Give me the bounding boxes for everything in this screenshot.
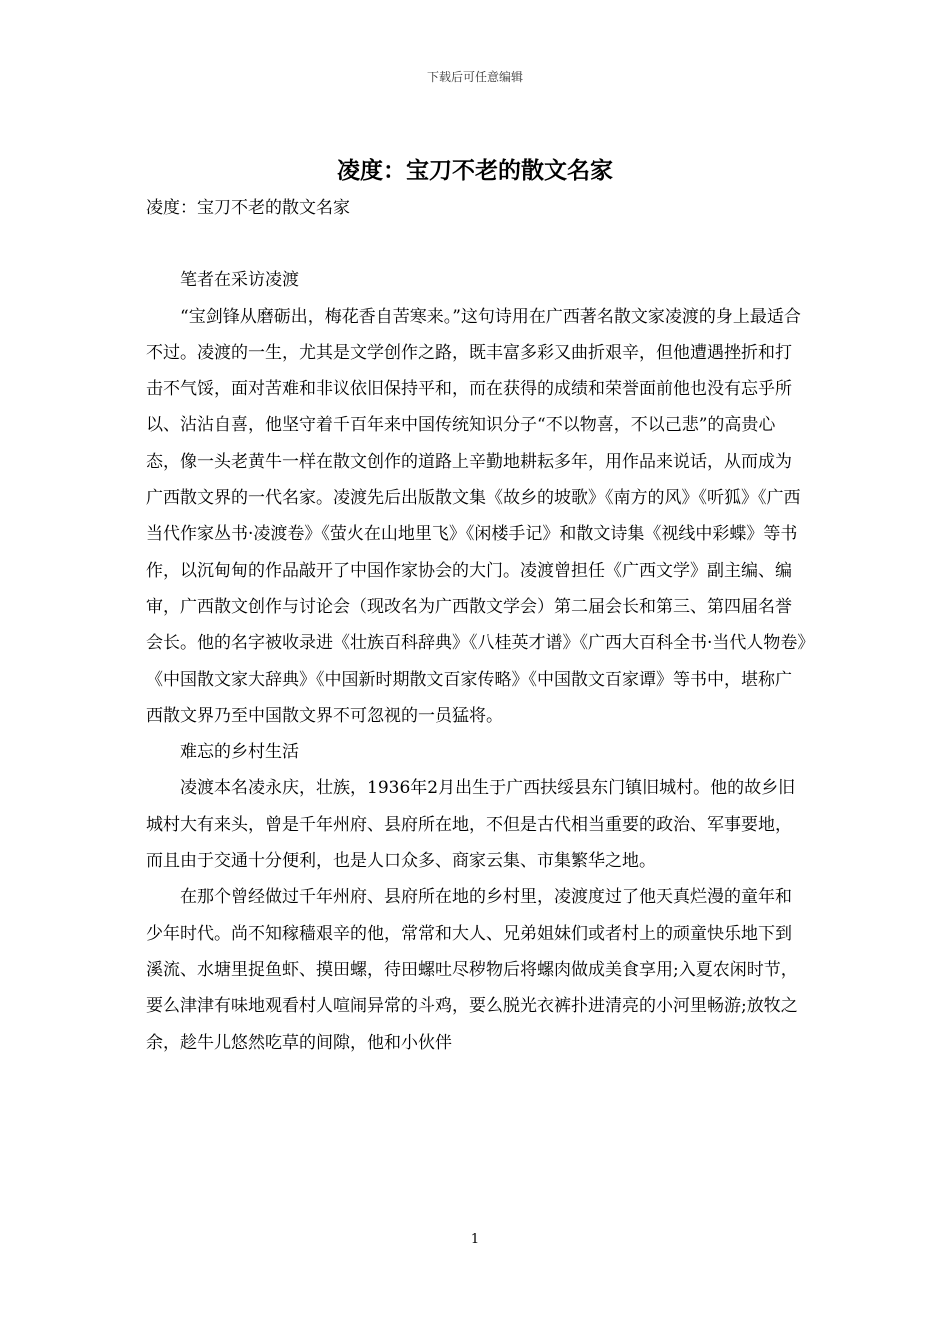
- section-caption: 笔者在采访凌渡: [180, 270, 299, 291]
- body-paragraph: 在那个曾经做过千年州府、县府所在地的乡村里，凌渡度过了他天真烂漫的童年和少年时代。尚不知稼穑艰辛的他，常常和大人、兄弟姐妹们或者村上的顽童快乐地下到溪流、水塘里捉鱼虾、摸田螺，待田螺吐尽秽物后将螺肉做成美食享用;入夏农闲时节，要么津津有味地观看村人喧闹异常的斗鸡，要么脱光衣裤扑进清亮的小河里畅游;放牧之余，趁牛儿悠然吃草的间隙，他和小伙伴: [146, 887, 798, 1053]
- document-title: 凌度：宝刀不老的散文名家: [337, 158, 613, 184]
- document-body: [146, 190, 806, 1061]
- section-heading: 难忘的乡村生活: [180, 742, 299, 763]
- body-paragraph: 凌渡本名凌永庆，壮族，1936年2月出生于广西扶绥县东门镇旧城村。他的故乡旧城村大有来头，曾是千年州府、县府所在地，不但是古代相当重要的政治、军事要地，而且由于交通十分便利，也是人口众多、商家云集、市集繁华之地。: [146, 778, 796, 872]
- page-number: 1: [470, 1232, 480, 1247]
- body-paragraph: “宝剑锋从磨砺出，梅花香自苦寒来。”这句诗用在广西著名散文家凌渡的身上最适合不过。凌渡的一生，尤其是文学创作之路，既丰富多彩又曲折艰辛，但他遭遇挫折和打击不气馁，面对苦难和非议依旧保持平和，而在获得的成绩和荣誉面前他也没有忘乎所以、沾沾自喜，他坚守着千百年来中国传统知识分子“不以物喜，不以己悲”的高贵心态，像一头老黄牛一样在散文创作的道路上辛勤地耕耘多年，用作品来说话，从而成为广西散文界的一代名家。凌渡先后出版散文集《故乡的坡歌》《南方的风》《听狐》《广西当代作家丛书·凌渡卷》《萤火在山地里飞》《闲楼手记》和散文诗集《视线中彩蝶》等书作，以沉甸甸的作品敲开了中国作家协会的大门。凌渡曾担任《广西文学》副主编、编审，广西散文创作与讨论会（现改名为广西散文学会）第二届会长和第三、第四届名誉会长。他的名字被收录进《壮族百科辞典》《八桂英才谱》《广西大百科全书·当代人物卷》《中国散文家大辞典》《中国新时期散文百家传略》《中国散文百家谭》等书中，堪称广西散文界乃至中国散文界不可忽视的一员猛将。: [146, 306, 806, 726]
- page-header-note: 下载后可任意编辑: [426, 70, 523, 84]
- document-subtitle: 凌度：宝刀不老的散文名家: [146, 198, 350, 218]
